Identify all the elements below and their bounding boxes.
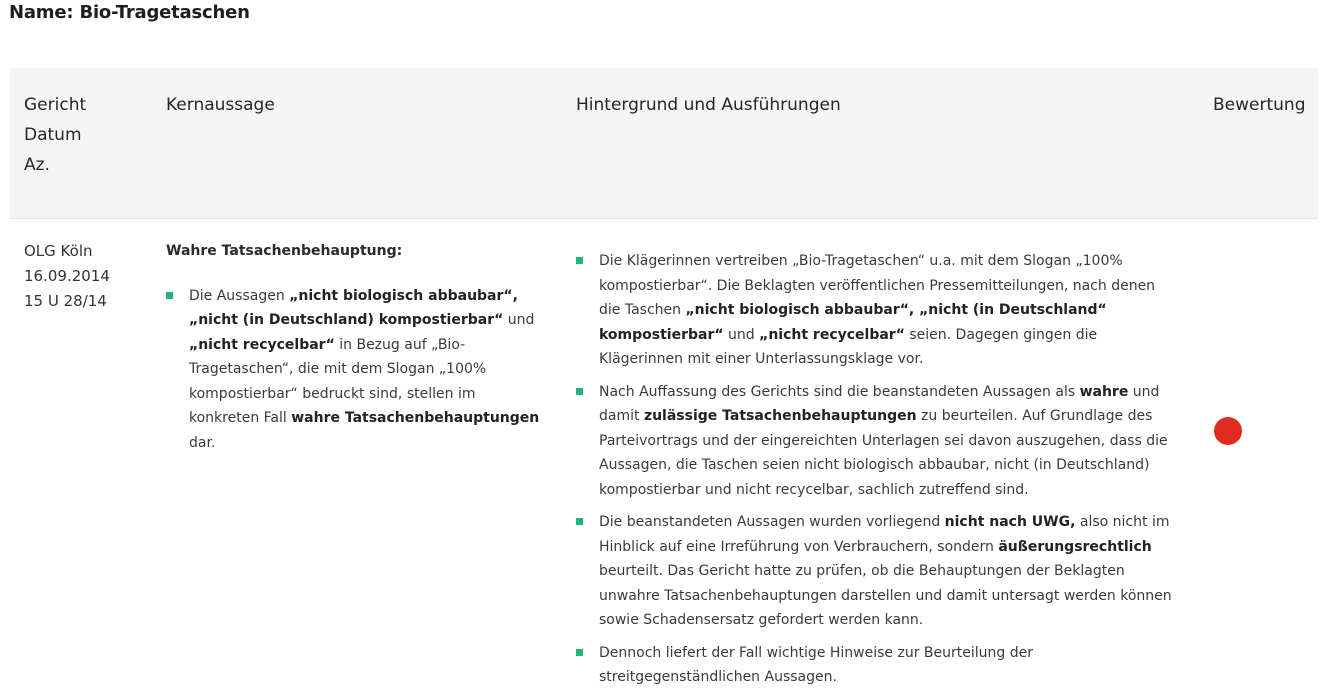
text: also nicht im Hinblick auf eine Irreführung von Verbrauchern, sondern (599, 514, 1170, 555)
list-item (576, 249, 1176, 372)
bold-text: nicht nach UWG, (944, 514, 1076, 530)
header-court-date-az (24, 90, 86, 180)
background-cell (576, 249, 1176, 698)
text: seien. Dagegen gingen die Klägerinnen mit einer Unterlassungsklage vor. (599, 326, 1098, 367)
header-background: Hintergrund und Ausführungen (576, 95, 841, 115)
core-bullet-list (166, 284, 546, 456)
bullet-square-icon (576, 649, 583, 656)
court-cell (24, 239, 110, 314)
bold-text: „nicht recycelbar“ (189, 336, 335, 353)
header-rating: Bewertung (1213, 95, 1306, 115)
text: dar. (189, 434, 216, 451)
list-item (576, 641, 1176, 690)
list-item (576, 510, 1176, 633)
bold-text: „nicht biologisch abbaubar“, „nicht (in Deutschland“ kompostierbar“ (599, 302, 1107, 343)
core-statement-cell (166, 239, 546, 463)
bold-text: „nicht biologisch abbaubar“, „nicht (in Deutschland) kompostierbar“ (189, 287, 518, 328)
bold-text: wahre Tatsachenbehauptungen (291, 410, 540, 426)
bold-text: äußerungsrechtlich (998, 538, 1152, 555)
rating-red-dot-icon (1214, 417, 1242, 445)
bold-text: wahre (1079, 383, 1129, 400)
table-header (9, 68, 1318, 219)
list-item (576, 380, 1176, 503)
core-heading: Wahre Tatsachenbehauptung: (166, 243, 403, 259)
bullet-square-icon (576, 257, 583, 264)
table-row (9, 219, 1318, 699)
list-item (166, 284, 546, 456)
text: Die beanstandeten Aussagen wurden vorliegend (599, 514, 945, 530)
bullet-square-icon (166, 292, 173, 299)
text: Nach Auffassung des Gerichts sind die beanstandeten Aussagen als (599, 383, 1080, 400)
page-title: Name: Bio-Tragetaschen (9, 2, 250, 23)
text: und damit (599, 383, 1160, 424)
header-core-statement: Kernaussage (166, 95, 275, 115)
header-court: Gericht (24, 95, 87, 115)
bold-text: „nicht recycelbar“ (759, 326, 905, 343)
text: Die Klägerinnen vertreiben „Bio-Tragetaschen“ u.a. mit dem Slogan „100% kompostierbar“. Die Beklagten veröffentlichen Pressemitteilungen, nach denen die Taschen (599, 253, 1156, 318)
verdict-date: 16.09.2014 (24, 267, 110, 285)
text: beurteilt. Das Gericht hatte zu prüfen, ob die Behauptungen der Beklagten unwahre Tatsachenbehauptungen darstellen und damit untersagt werden können sowie Schadensersatz gefordert werden kann. (599, 563, 1172, 628)
text: zu beurteilen. Auf Grundlage des Parteivortrags und der eingereichten Unterlagen sei davon auszugehen, dass die Aussagen, die Taschen seien nicht biologisch abbaubar, nicht (in Deutschland) kompostierbar und nicht recycelbar, sachlich zutreffend sind. (599, 408, 1168, 498)
court-name: OLG Köln (24, 242, 93, 260)
background-bullet-list (576, 249, 1176, 690)
bold-text: zulässige Tatsachenbehauptungen (643, 408, 917, 424)
verdict-table (9, 68, 1318, 699)
text: und (503, 312, 535, 328)
header-az: Az. (24, 155, 50, 175)
text: Dennoch liefert der Fall wichtige Hinweise zur Beurteilung der streitgegenständlichen Aussagen. (599, 644, 1033, 685)
header-date: Datum (24, 125, 82, 145)
bullet-square-icon (576, 388, 583, 395)
bullet-square-icon (576, 518, 583, 525)
case-number: 15 U 28/14 (24, 292, 107, 310)
text: in Bezug auf „Bio-Tragetaschen“, die mit dem Slogan „100% kompostierbar“ bedruckt sind, stellen im konkreten Fall (189, 336, 487, 426)
text: Die Aussagen (189, 287, 290, 304)
text: und (723, 326, 760, 343)
